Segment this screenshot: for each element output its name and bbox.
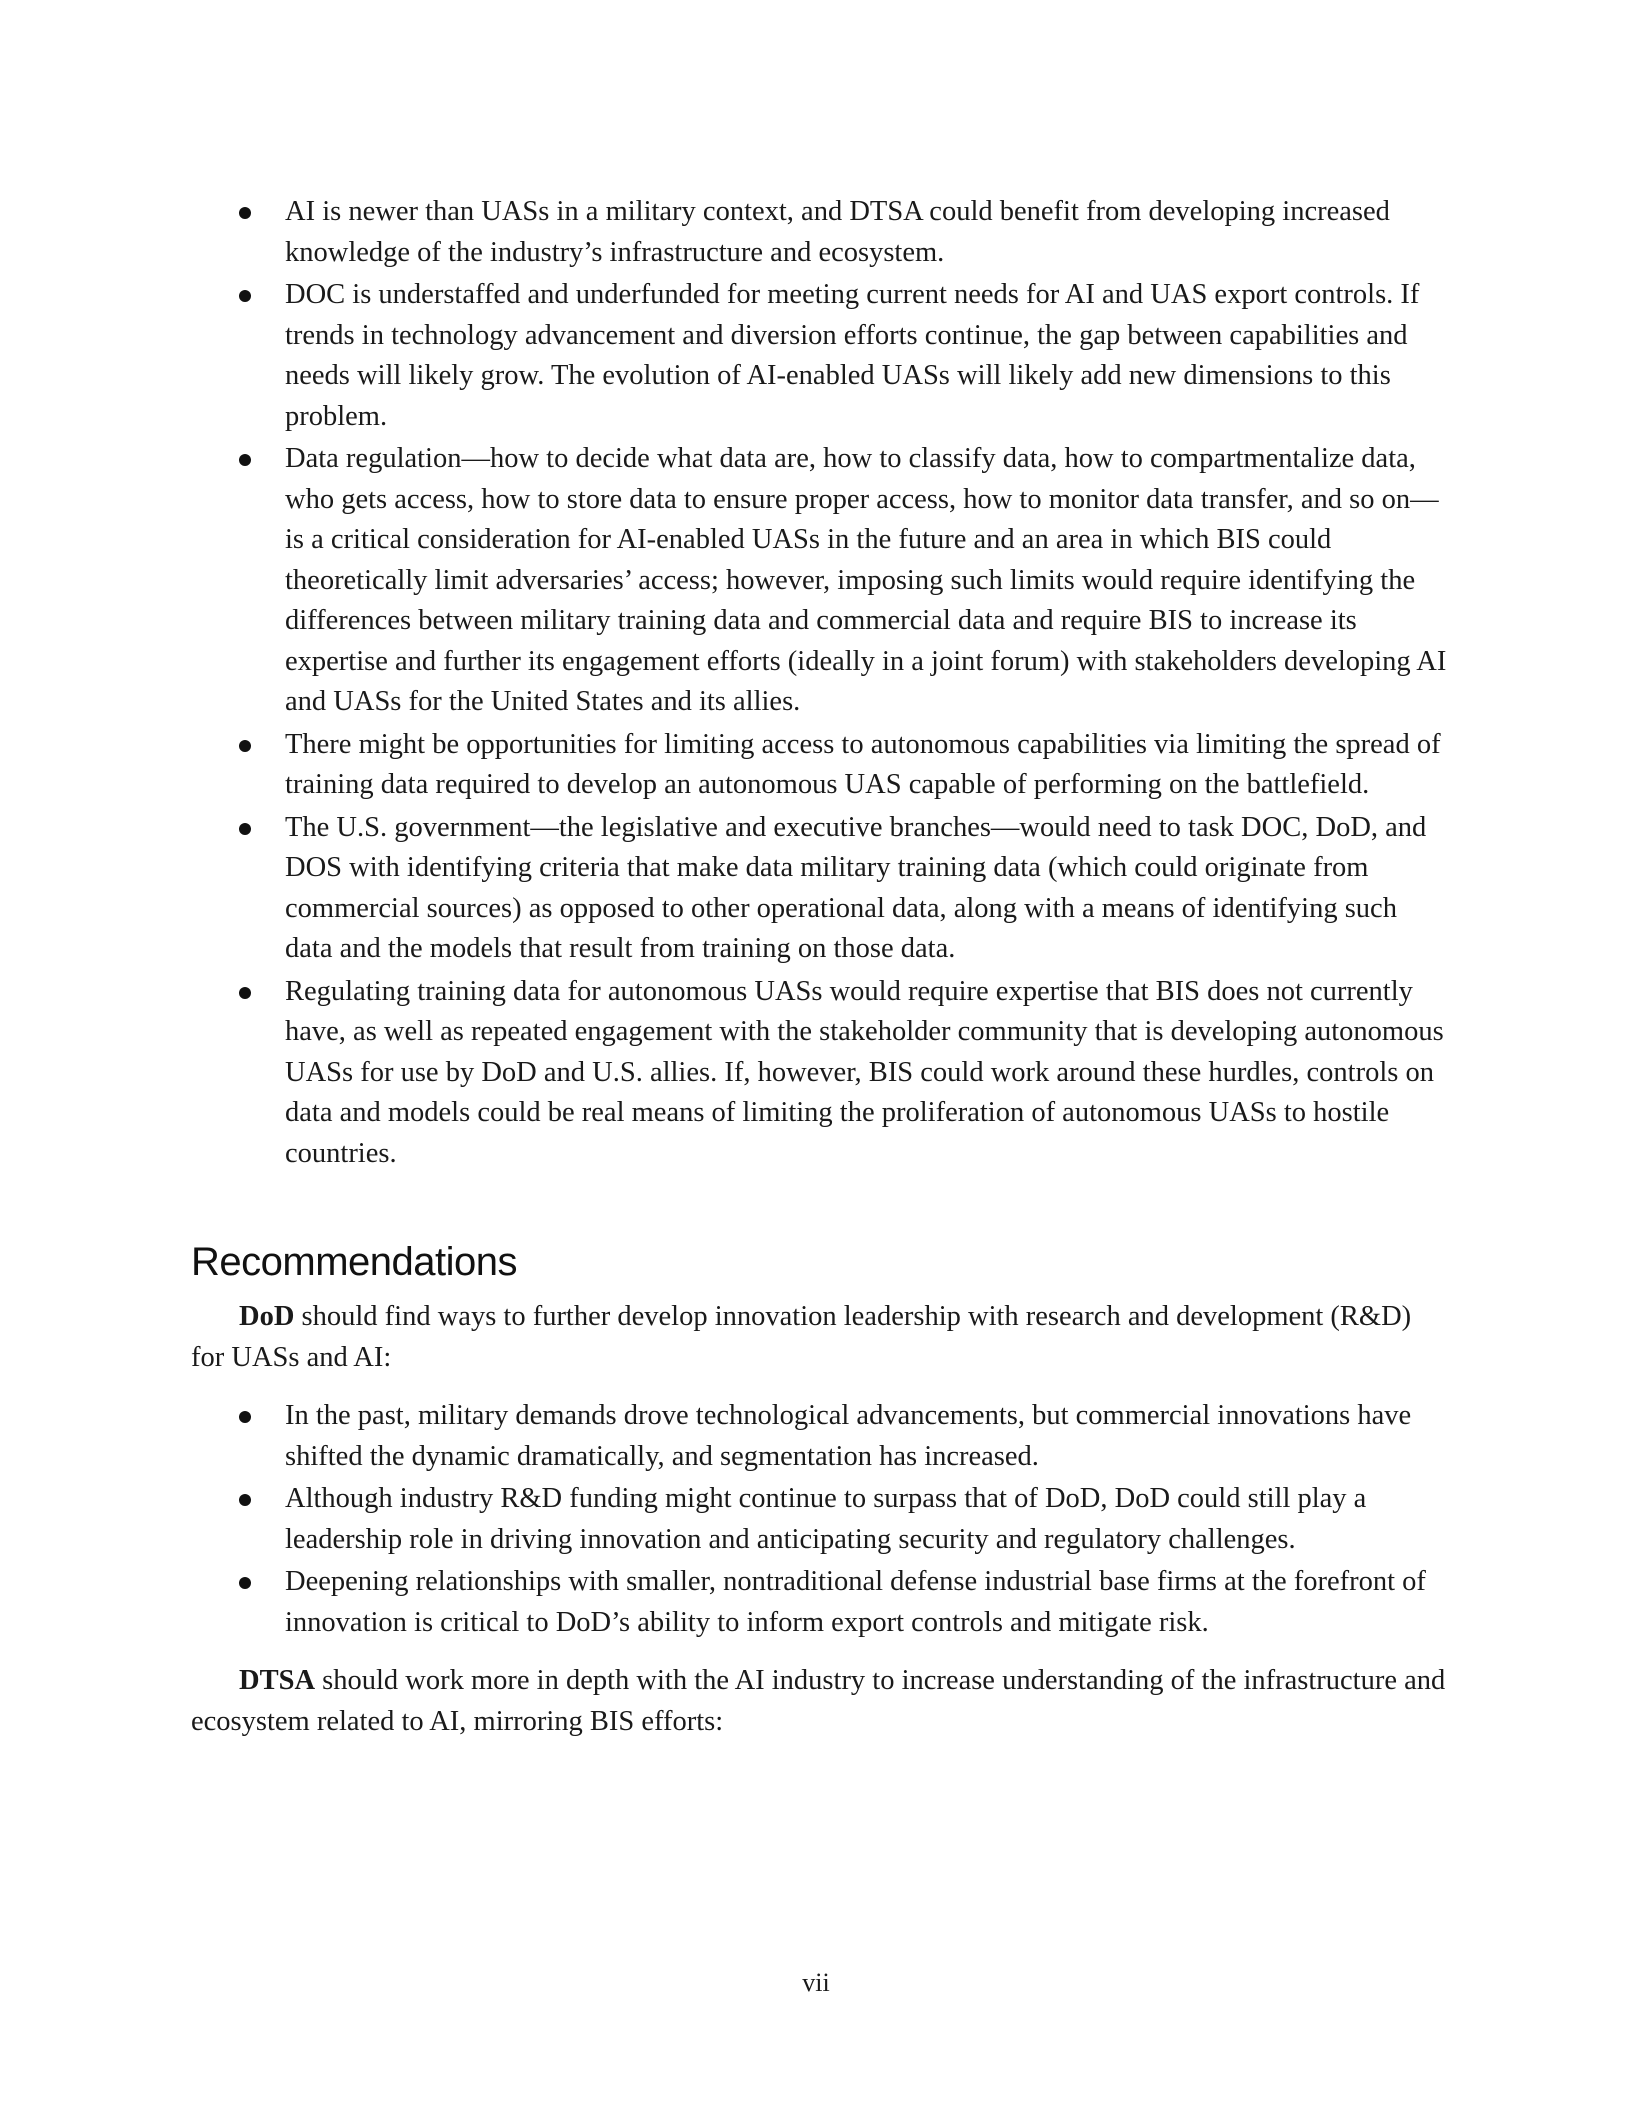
dod-paragraph-text: should find ways to further develop innovation leadership with research and development (R&D) for UASs and AI: [191, 1301, 1412, 1373]
list-item-text: Although industry R&D funding might continue to surpass that of DoD, DoD could still play a leadership role in driving innovation and anticipating security and regulatory challenges. [285, 1483, 1367, 1555]
list-item [191, 275, 1451, 437]
bullet-icon [239, 1411, 251, 1423]
document-page [191, 192, 1451, 1742]
bullet-icon [239, 207, 251, 219]
list-item [191, 1562, 1451, 1643]
list-item-text: AI is newer than UASs in a military context, and DTSA could benefit from developing increased knowledge of the industry’s infrastructure and ecosystem. [285, 196, 1390, 268]
bullet-icon [239, 290, 251, 302]
bullet-icon [239, 987, 251, 999]
section-heading: Recommendations [191, 1240, 517, 1284]
page-number: vii [802, 1968, 830, 1997]
dtsa-paragraph-text: should work more in depth with the AI industry to increase understanding of the infrastructure and ecosystem related to AI, mirroring BIS efforts: [191, 1665, 1446, 1737]
list-item [191, 1479, 1451, 1560]
list-item-text: Regulating training data for autonomous UASs would require expertise that BIS does not currently have, as well as repeated engagement with the stakeholder community that is developing autonomous UASs for use by DoD and U.S. allies. If, however, BIS could work around these hurdles, controls on data and models could be real means of limiting the proliferation of autonomous UASs to hostile countries. [285, 975, 1444, 1169]
list-item [191, 439, 1451, 723]
dtsa-lead: DTSA [239, 1665, 316, 1696]
bullet-icon [239, 740, 251, 752]
list-item-text: Deepening relationships with smaller, nontraditional defense industrial base firms at the forefront of innovation is critical to DoD’s ability to inform export controls and mitigate risk. [285, 1566, 1426, 1638]
list-item [191, 1396, 1451, 1477]
list-item-text: The U.S. government—the legislative and executive branches—would need to task DOC, DoD, and DOS with identifying criteria that make data military training data (which could originate from commercial sources) as opposed to other operational data, along with a means of identifying such data and the models that result from training on those data. [285, 811, 1427, 964]
list-item [191, 725, 1451, 806]
findings-bullet-list [191, 192, 1451, 1174]
bullet-icon [239, 1577, 251, 1589]
list-item [191, 192, 1451, 273]
list-item [191, 808, 1451, 970]
dod-paragraph [191, 1297, 1451, 1378]
bullet-icon [239, 823, 251, 835]
dtsa-paragraph [191, 1661, 1451, 1742]
list-item [191, 972, 1451, 1175]
list-item-text: Data regulation—how to decide what data are, how to classify data, how to compartmentalize data, who gets access, how to store data to ensure proper access, how to monitor data transfer, and so on—is a critical consideration for AI-enabled UASs in the future and an area in which BIS could theoretically limit adversaries’ access; however, imposing such limits would require identifying the differences between military training data and commercial data and require BIS to increase its expertise and further its engagement efforts (ideally in a joint forum) with stakeholders developing AI and UASs for the United States and its allies. [285, 443, 1447, 717]
bullet-icon [239, 454, 251, 466]
list-item-text: There might be opportunities for limiting access to autonomous capabilities via limiting the spread of training data required to develop an autonomous UAS capable of performing on the battlefield. [285, 728, 1441, 800]
bullet-icon [239, 1494, 251, 1506]
dod-bullet-list [191, 1396, 1451, 1643]
list-item-text: In the past, military demands drove technological advancements, but commercial innovations have shifted the dynamic dramatically, and segmentation has increased. [285, 1400, 1412, 1472]
dod-lead: DoD [239, 1301, 295, 1332]
list-item-text: DOC is understaffed and underfunded for meeting current needs for AI and UAS export controls. If trends in technology advancement and diversion efforts continue, the gap between capabilities and needs will likely grow. The evolution of AI-enabled UASs will likely add new dimensions to this problem. [285, 279, 1420, 432]
